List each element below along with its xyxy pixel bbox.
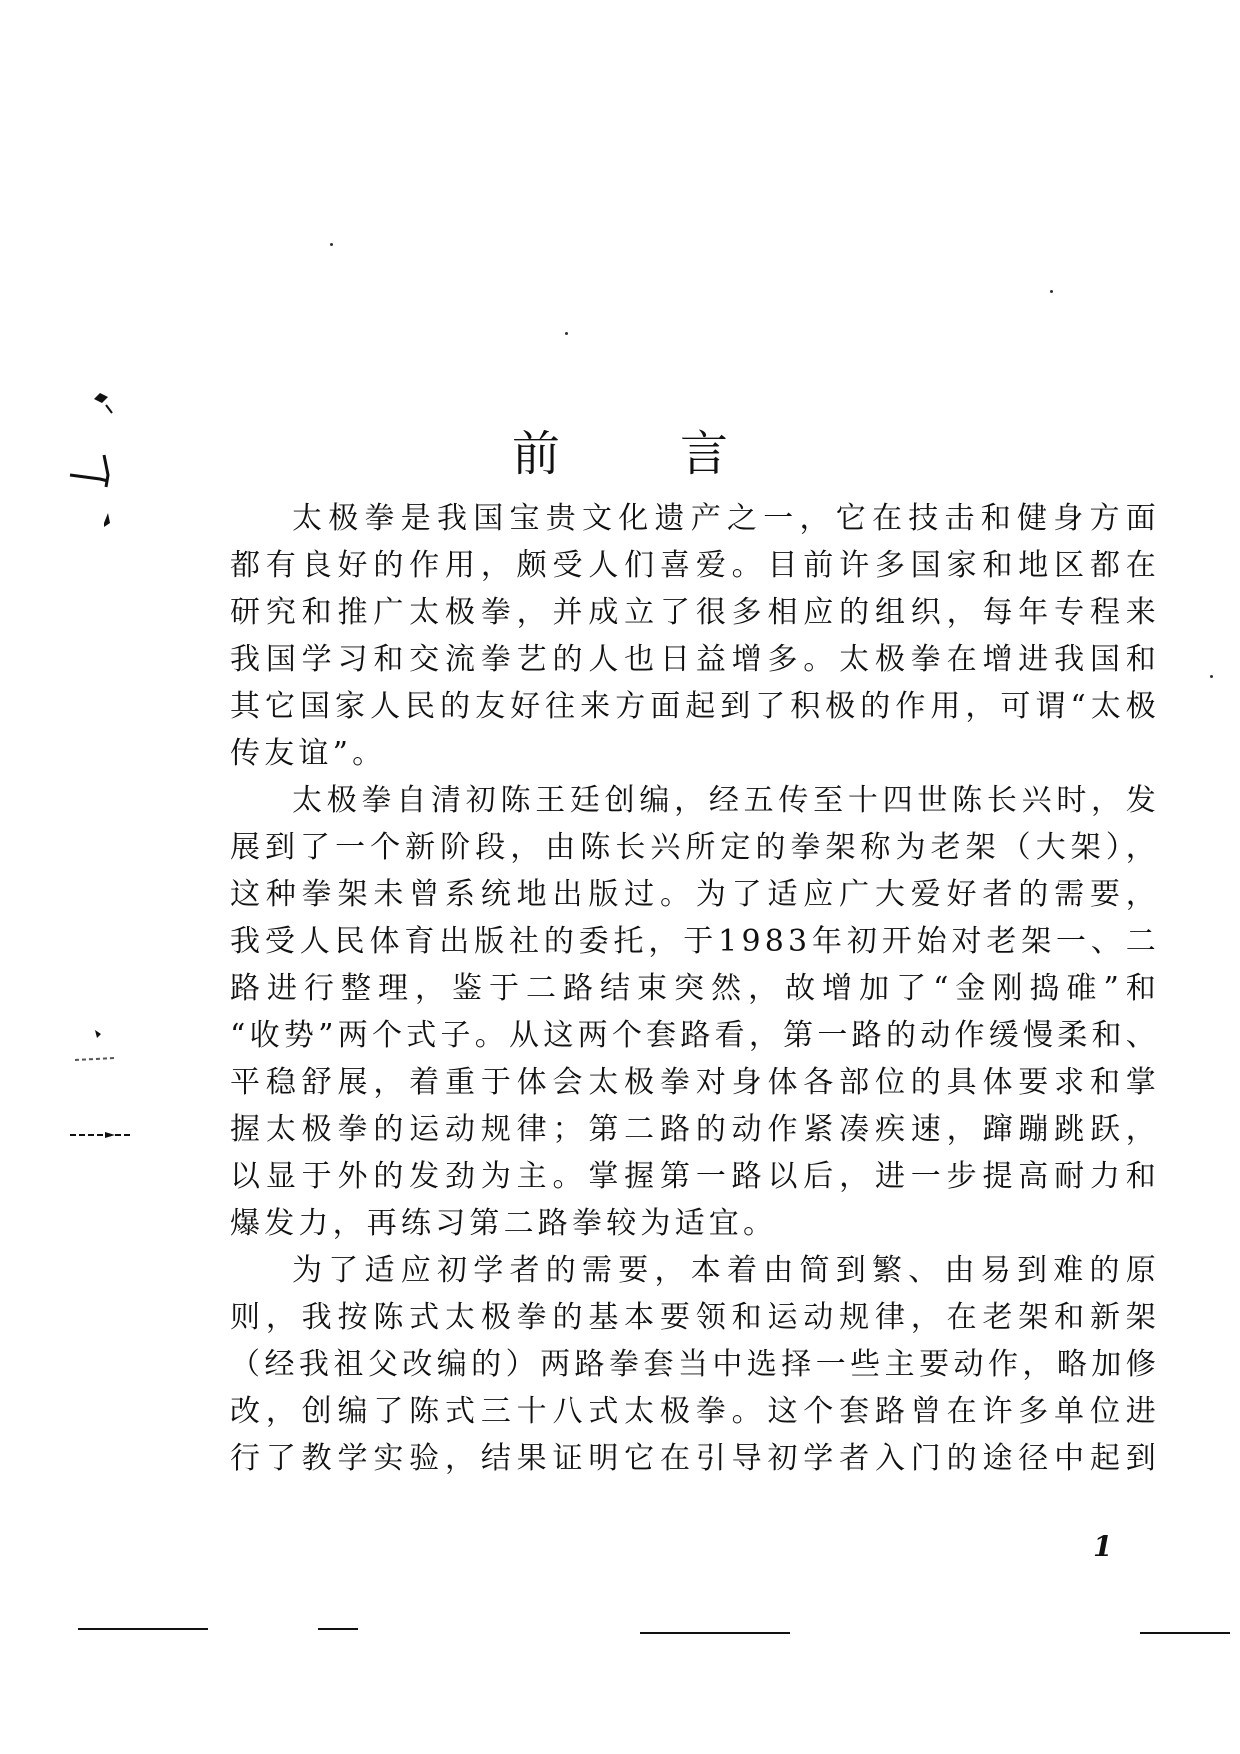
- text-line: “收势”两个式子。从这两个套路看，第一路的动作缓慢柔和、: [230, 1018, 1160, 1053]
- text-line: 以显于外的发劲为主。掌握第一路以后，进一步提高耐力和: [230, 1159, 1160, 1194]
- paragraph-1: [230, 495, 1160, 777]
- text-line: 都有良好的作用，颇受人们喜爱。目前许多国家和地区都在: [230, 548, 1160, 583]
- text-line: 爆发力，再练习第二路拳较为适宜。: [230, 1206, 778, 1241]
- scan-dot: [330, 243, 333, 246]
- text-line: 握太极拳的运动规律；第二路的动作紧凑疾速，蹿蹦跳跃，: [230, 1112, 1160, 1147]
- scan-dot: [1210, 675, 1213, 678]
- scan-edge-line: [78, 1628, 208, 1630]
- scan-dot: [565, 332, 568, 335]
- text-line: 行了教学实验，结果证明它在引导初学者入门的途径中起到: [230, 1441, 1160, 1476]
- paragraph-3: [230, 1247, 1160, 1482]
- margin-scan-mark-icon: [65, 1120, 145, 1150]
- paragraph-2: [230, 777, 1160, 1247]
- text-line: 平稳舒展，着重于体会太极拳对身体各部位的具体要求和掌: [230, 1065, 1160, 1100]
- body-text: [230, 495, 1160, 1482]
- text-line: 传友谊”。: [230, 736, 387, 771]
- text-line: 为了适应初学者的需要，本着由简到繁、由易到难的原: [292, 1253, 1160, 1288]
- text-line: 改，创编了陈式三十八式太极拳。这个套路曾在许多单位进: [230, 1394, 1160, 1429]
- text-line: 研究和推广太极拳，并成立了很多相应的组织，每年专程来: [230, 595, 1160, 630]
- margin-scan-mark-icon: [65, 1020, 135, 1080]
- scan-edge-line: [318, 1628, 358, 1630]
- text-line: （经我祖父改编的）两路拳套当中选择一些主要动作，略加修: [230, 1347, 1160, 1382]
- page-title: 前言: [511, 426, 848, 483]
- text-line: 路进行整理，鉴于二路结束突然，故增加了“金刚捣碓”和: [230, 971, 1160, 1006]
- text-line: 则，我按陈式太极拳的基本要领和运动规律，在老架和新架: [230, 1300, 1160, 1335]
- scan-edge-line: [640, 1632, 790, 1634]
- text-line: 我受人民体育出版社的委托，于1983年初开始对老架一、二: [230, 924, 1160, 959]
- text-line: 展到了一个新阶段，由陈长兴所定的拳架称为老架（大架），: [230, 830, 1160, 865]
- text-line: 太极拳是我国宝贵文化遗产之一，它在技击和健身方面: [292, 501, 1160, 536]
- scan-dot: [1050, 290, 1053, 293]
- text-line: 太极拳自清初陈王廷创编，经五传至十四世陈长兴时，发: [292, 783, 1160, 818]
- text-line: 其它国家人民的友好往来方面起到了积极的作用，可谓“太极: [230, 689, 1160, 724]
- page-number: 1: [1093, 1530, 1113, 1563]
- text-line: 这种拳架未曾系统地出版过。为了适应广大爱好者的需要，: [230, 877, 1160, 912]
- scan-edge-line: [1140, 1632, 1230, 1634]
- text-line: 我国学习和交流拳艺的人也日益增多。太极拳在增进我国和: [230, 642, 1160, 677]
